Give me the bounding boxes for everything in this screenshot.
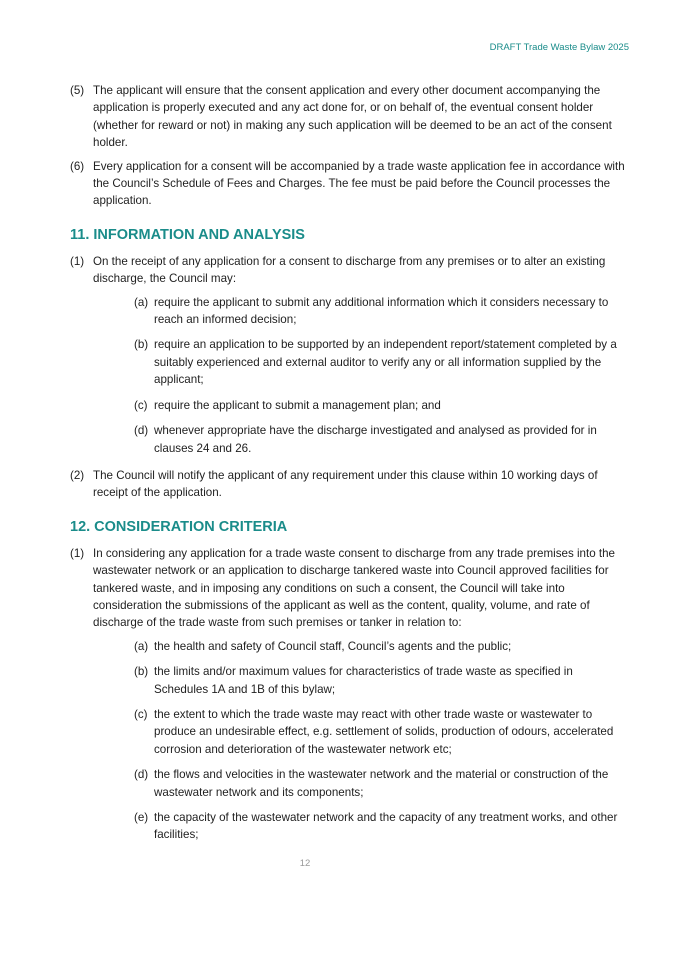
sub-item-text: the flows and velocities in the wastewater network and the material or construction of the wastewater network and its components; (154, 768, 609, 799)
sub-item-d (70, 766, 630, 801)
clause-text: In considering any application for a trade waste consent to discharge from any trade premises into the wastewater network or an application to discharge tankered waste into Council approved facilities for tankered waste, and in imposing any conditions on such a consent, the Council will take into consideration the submissions of the applicant as well as the content, quality, volume, and rate of discharge of the trade waste from such premises or tanker in relation to: (93, 546, 616, 630)
clause-text: On the receipt of any application for a consent to discharge from any premises or to alter an existing discharge, the Council may: (93, 254, 606, 286)
sub-item-c (70, 397, 630, 414)
sub-item-text: require the applicant to submit any additional information which it considers necessary to reach an informed decision; (154, 295, 609, 327)
sub-item-text: whenever appropriate have the discharge investigated and analysed as provided for in clauses 24 and 26. (154, 424, 597, 455)
clause-number: (2) (70, 468, 85, 482)
sub-items-11-1 (70, 294, 630, 457)
sub-item-label: (a) (134, 639, 149, 653)
section-heading-12: 12. CONSIDERATION CRITERIA (70, 518, 288, 535)
sub-item-label: (d) (134, 768, 149, 782)
sub-item-label: (c) (134, 707, 148, 721)
clause-number: (1) (70, 254, 85, 268)
sub-item-text: the health and safety of Council staff, Council’s agents and the public; (154, 639, 512, 653)
sub-item-label: (d) (134, 424, 149, 438)
sub-item-c (70, 706, 630, 758)
sub-item-label: (e) (134, 811, 149, 824)
sub-item-label: (b) (134, 338, 149, 352)
clause-text: The applicant will ensure that the consent application and every other document accompanying the application is properly executed and any act done for, or on behalf of, the eventual consent holder (whether for reward or not) in making any such application will be deemed to be an act of the consent holder. (93, 84, 612, 150)
clause-6 (70, 158, 630, 210)
sub-item-a (70, 294, 630, 329)
sub-item-label: (a) (134, 295, 149, 309)
clause-text: Every application for a consent will be accompanied by a trade waste application fee in accordance with the Council’s Schedule of Fees and Charges. The fee must be paid before the Council processes the application. (93, 159, 625, 208)
sub-item-e (70, 809, 630, 844)
clause-number: (1) (70, 546, 85, 560)
sub-item-label: (b) (134, 665, 149, 679)
sub-item-d (70, 422, 630, 457)
sub-items-12-1 (70, 638, 630, 844)
section-heading-11: 11. INFORMATION AND ANALYSIS (70, 226, 305, 243)
sub-item-text: require an application to be supported by an independent report/statement completed by a suitably experienced and external auditor to verify any or all information supplied by the applicant; (154, 338, 617, 387)
sub-item-label: (c) (134, 398, 148, 412)
clause-number: (5) (70, 84, 85, 97)
sub-item-b (70, 663, 630, 698)
sub-item-text: the capacity of the wastewater network and the capacity of any treatment works, and other facilities; (154, 811, 618, 842)
sub-item-a (70, 638, 630, 655)
sub-item-text: the extent to which the trade waste may react with other trade waste or wastewater to produce an undesirable effect, e.g. settlement of solids, production of odours, accelerated corrosion and deterioration of the wastewater network etc; (154, 707, 614, 756)
clause-text: The Council will notify the applicant of any requirement under this clause within 10 working days of receipt of the application. (93, 468, 598, 500)
clause-5 (70, 82, 630, 152)
page-number: 12 (299, 858, 311, 869)
clause-11-2 (70, 467, 630, 502)
document-body (70, 82, 630, 854)
clause-12-1 (70, 545, 630, 632)
running-header: DRAFT Trade Waste Bylaw 2025 (489, 42, 629, 53)
clause-number: (6) (70, 159, 85, 173)
sub-item-text: the limits and/or maximum values for characteristics of trade waste as specified in Schedules 1A and 1B of this bylaw; (154, 665, 573, 696)
clause-11-1 (70, 253, 630, 288)
sub-item-text: require the applicant to submit a management plan; and (154, 398, 441, 412)
sub-item-b (70, 336, 630, 388)
